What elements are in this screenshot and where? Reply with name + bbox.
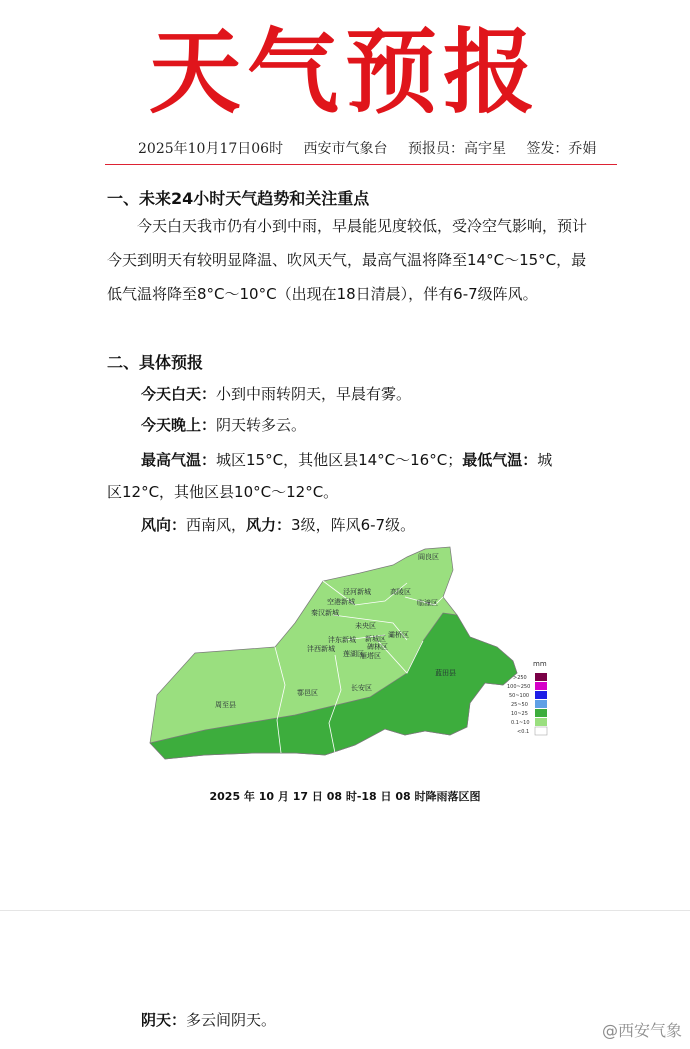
issue-date: 2025年10月17日06时 <box>138 141 284 157</box>
max-temp-text: 城区15°C，其他区县14°C～16°C； <box>216 451 463 469</box>
issuer: 签发：乔娟 <box>526 141 597 157</box>
day-label: 今天白天： <box>141 385 217 403</box>
district-label: 长安区 <box>351 684 372 692</box>
wind-dir-label: 风向： <box>141 516 187 534</box>
max-temp-label: 最高气温： <box>141 451 217 469</box>
district-label: 阎良区 <box>418 553 439 561</box>
legend-label: 0.1~10 <box>511 720 530 726</box>
legend-label: 100~250 <box>507 684 531 690</box>
agency: 西安市气象台 <box>303 141 388 157</box>
legend-unit: mm <box>533 660 547 668</box>
district-label: 沣西新城 <box>307 645 335 653</box>
wind-force-text: 3级，阵风6-7级。 <box>291 516 416 534</box>
district-label: 莲湖区 <box>343 650 364 658</box>
district-label: 碑林区 <box>367 643 388 651</box>
section2-heading: 二、具体预报 <box>107 353 204 372</box>
district-label: 沣东新城 <box>328 636 356 644</box>
wind-dir-text: 西南风， <box>186 516 247 534</box>
section1-body: 今天白天我市仍有小到中雨，早晨能见度较低，受冷空气影响，预计今天到明天有较明显降温、吹风天气，最高气温将降至14°C～15°C，最低气温将降至8°C～10°C（出现在18日清晨），伴有6-7级阵风。 <box>107 217 588 303</box>
district-label: 未央区 <box>355 622 376 630</box>
next-text: 多云间阴天。 <box>186 1011 277 1029</box>
legend-label: 50~100 <box>509 693 530 699</box>
next-label: 阴天： <box>141 1011 187 1029</box>
next-day-forecast <box>141 1009 276 1030</box>
header-divider <box>105 164 617 165</box>
day-forecast <box>141 383 411 404</box>
legend-label: 10~25 <box>511 711 528 717</box>
district-label: 鄠邑区 <box>297 689 318 697</box>
district-label: 临潼区 <box>417 599 438 607</box>
night-label: 今天晚上： <box>141 416 217 434</box>
legend-label: >250 <box>513 675 527 681</box>
weibo-watermark: @西安气象 <box>601 1021 682 1040</box>
legend-label: 25~50 <box>511 702 528 708</box>
header-meta <box>138 138 612 158</box>
district-label: 蓝田县 <box>435 669 456 677</box>
min-temp-label: 最低气温： <box>462 451 538 469</box>
district-label: 高陵区 <box>390 588 411 596</box>
district-label: 周至县 <box>215 701 236 709</box>
night-forecast <box>141 414 306 435</box>
night-text: 阴天转多云。 <box>216 416 307 434</box>
temperature-line-2: 区12°C，其他区县10°C～12°C。 <box>107 483 339 501</box>
forecaster: 预报员：高宇星 <box>407 141 506 157</box>
page-title: 天气预报 <box>148 19 541 126</box>
map-caption: 2025 年 10 月 17 日 08 时-18 日 08 时降雨落区图 <box>209 790 481 803</box>
rainfall-map <box>145 545 555 775</box>
district-label: 秦汉新城 <box>311 609 339 617</box>
day-text: 小到中雨转阴天，早晨有雾。 <box>216 385 412 403</box>
temperature-line <box>141 449 552 470</box>
district-label: 泾河新城 <box>343 588 371 596</box>
section1-heading: 一、未来24小时天气趋势和关注重点 <box>107 189 370 208</box>
section-divider <box>0 910 690 911</box>
wind-force-label: 风力： <box>246 516 292 534</box>
min-temp-text-1: 城 <box>537 451 553 469</box>
legend-label: <0.1 <box>517 729 530 735</box>
wind-line <box>141 514 415 535</box>
district-label: 新城区 <box>365 635 386 643</box>
district-label: 灞桥区 <box>388 631 409 639</box>
district-label: 空港新城 <box>327 598 355 606</box>
district-label: 雁塔区 <box>360 652 381 660</box>
